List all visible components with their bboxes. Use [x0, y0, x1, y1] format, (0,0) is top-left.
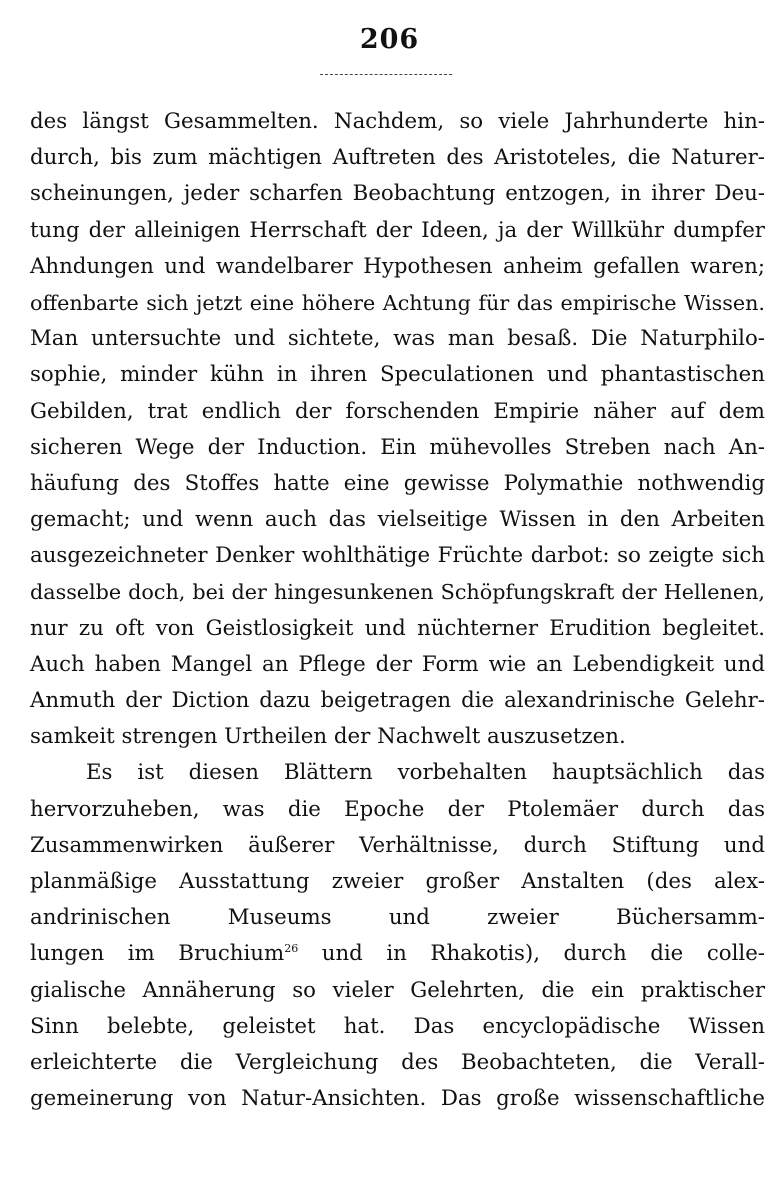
text-line: ausgezeichneter Denker wohlthätige Früchte darbot: so zeigte sich [30, 543, 765, 569]
text-line: Sinn belebte, geleistet hat. Das encyclopädische Wissen [30, 1013, 765, 1039]
text-line: häufung des Stoffes hatte eine gewisse Polymathie nothwendig [30, 470, 765, 496]
footnote-ref: 26 [284, 942, 299, 956]
text-line: Ahndungen und wandelbarer Hypothesen anheim gefallen waren; [30, 253, 765, 279]
text-line: Auch haben Mangel an Pflege der Form wie an Lebendigkeit und [30, 651, 765, 677]
text-line: Anmuth der Diction dazu beigetragen die alexandrinische Gelehr- [30, 688, 765, 713]
text-line: gemacht; und wenn auch das vielseitige Wissen in den Arbeiten [30, 507, 765, 533]
text-line: sophie, minder kühn in ihren Speculationen und phantastischen [30, 362, 765, 388]
text-line: tung der alleinigen Herrschaft der Ideen, ja der Willkühr dumpfer [30, 217, 765, 243]
text-line: hervorzuheben, was die Epoche der Ptolemäer durch das [30, 796, 765, 822]
text-fragment: lungen im Bruchium [30, 941, 285, 967]
text-line: sicheren Wege der Induction. Ein mühevolles Streben nach An- [30, 434, 765, 460]
body-text [30, 104, 765, 1117]
text-line: dasselbe doch, bei der hingesunkenen Schöpfungskraft der Hellenen, [30, 580, 765, 605]
text-line: durch, bis zum mächtigen Auftreten des Aristoteles, die Naturer- [30, 145, 765, 171]
text-line-with-footnote [30, 936, 765, 972]
paragraph-2 [30, 755, 765, 1117]
text-line: gialische Annäherung so vieler Gelehrten, die ein praktischer [30, 977, 765, 1003]
text-line: Es ist diesen Blättern vorbehalten hauptsächlich das [86, 760, 765, 786]
header-rule [320, 74, 452, 75]
text-line: offenbarte sich jetzt eine höhere Achtung für das empirische Wissen. [30, 290, 765, 315]
text-line: Zusammenwirken äußerer Verhältnisse, durch Stiftung und [30, 832, 765, 858]
text-line: des längst Gesammelten. Nachdem, so viele Jahrhunderte hin- [30, 109, 765, 134]
text-fragment: und in Rhakotis), durch die colle- [298, 941, 765, 967]
page-number: 206 [359, 24, 420, 55]
text-line: Gebilden, trat endlich der forschenden Empirie näher auf dem [30, 398, 765, 424]
text-line: gemeinerung von Natur-Ansichten. Das große wissenschaftliche [30, 1086, 765, 1112]
text-line: Man untersuchte und sichtete, was man besaß. Die Naturphilo- [30, 326, 765, 352]
text-line: erleichterte die Vergleichung des Beobachteten, die Verall- [30, 1049, 765, 1075]
paragraph-1 [30, 104, 765, 755]
text-line: samkeit strengen Urtheilen der Nachwelt auszusetzen. [30, 724, 626, 750]
text-line: andrinischen Museums und zweier Büchersamm- [30, 905, 765, 931]
text-line: scheinungen, jeder scharfen Beobachtung entzogen, in ihrer Deu- [30, 181, 765, 207]
text-line: nur zu oft von Geistlosigkeit und nüchterner Erudition begleitet. [30, 615, 765, 641]
text-line: planmäßige Ausstattung zweier großer Anstalten (des alex- [30, 868, 765, 894]
